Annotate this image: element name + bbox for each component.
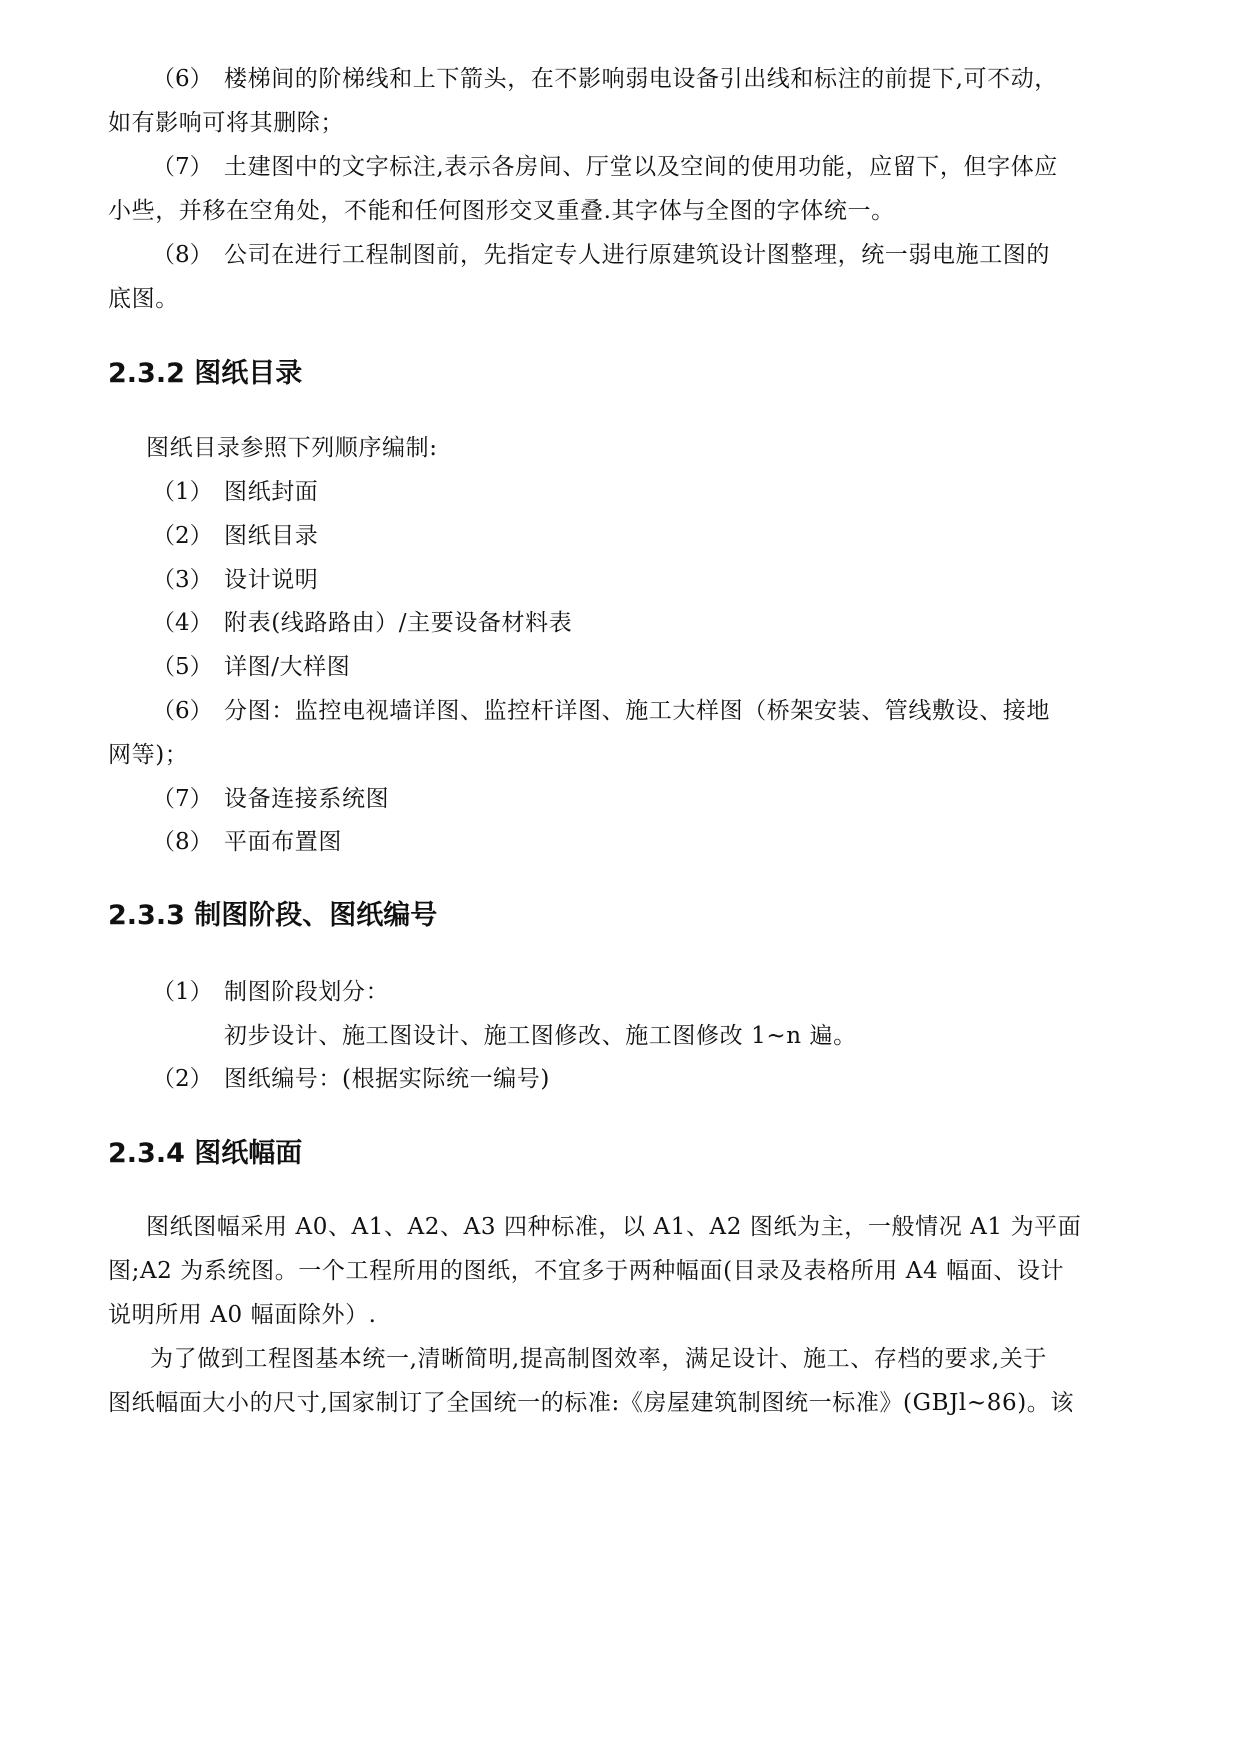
item-number: （8） — [152, 242, 213, 268]
section-intro: 图纸目录参照下列顺序编制: — [146, 435, 438, 461]
list-item: 设计说明 — [224, 567, 319, 593]
item-number: （6） — [152, 66, 213, 92]
list-item: 图纸编号：(根据实际统一编号) — [224, 1066, 550, 1092]
list-item: 详图/大样图 — [224, 654, 351, 680]
list-item-continuation: 网等)； — [108, 742, 189, 768]
list-item-number: （2） — [152, 1066, 213, 1092]
paragraph-line: 图纸幅面大小的尺寸,国家制订了全国统一的标准:《房屋建筑制图统一标准》(GBJl~86)。该 — [108, 1390, 1074, 1416]
item-text: 土建图中的文字标注,表示各房间、厅堂以及空间的使用功能，应留下，但字体应 — [224, 154, 1058, 180]
list-item-number: （4） — [152, 610, 213, 636]
item-text: 公司在进行工程制图前，先指定专人进行原建筑设计图整理，统一弱电施工图的 — [224, 242, 1050, 268]
item-number: （7） — [152, 154, 213, 180]
list-item: 设备连接系统图 — [224, 786, 390, 812]
item-text-continuation: 底图。 — [108, 286, 179, 312]
list-item: 平面布置图 — [224, 829, 342, 855]
item-text-continuation: 如有影响可将其删除； — [108, 110, 344, 136]
list-item-number: （1） — [152, 979, 213, 1005]
paragraph-line: 为了做到工程图基本统一,清晰简明,提高制图效率，满足设计、施工、存档的要求,关于 — [150, 1346, 1047, 1372]
list-item: 制图阶段划分： — [224, 979, 390, 1005]
section-heading-2-3-3: 2.3.3 制图阶段、图纸编号 — [108, 900, 438, 931]
list-item-number: （8） — [152, 829, 213, 855]
list-item-number: （7） — [152, 786, 213, 812]
section-heading-2-3-4: 2.3.4 图纸幅面 — [108, 1138, 303, 1169]
paragraph-line: 图;A2 为系统图。一个工程所用的图纸，不宜多于两种幅面(目录及表格所用 A4 幅面、设计 — [108, 1258, 1065, 1284]
list-item: 分图：监控电视墙详图、监控杆详图、施工大样图（桥架安装、管线敷设、接地 — [224, 698, 1050, 724]
paragraph-line: 说明所用 A0 幅面除外）. — [108, 1302, 377, 1328]
item-text-continuation: 小些，并移在空角处，不能和任何图形交叉重叠.其字体与全图的字体统一。 — [108, 198, 895, 224]
list-item-number: （2） — [152, 523, 213, 549]
list-item: 图纸目录 — [224, 523, 319, 549]
section-heading-2-3-2: 2.3.2 图纸目录 — [108, 358, 303, 389]
list-item-number: （5） — [152, 654, 213, 680]
list-item: 图纸封面 — [224, 479, 319, 505]
list-item: 附表(线路路由）/主要设备材料表 — [224, 610, 573, 636]
list-item-number: （3） — [152, 567, 213, 593]
paragraph-line: 图纸图幅采用 A0、A1、A2、A3 四种标准，以 A1、A2 图纸为主，一般情况 A1 为平面 — [146, 1214, 1082, 1240]
list-item-subline: 初步设计、施工图设计、施工图修改、施工图修改 1~n 遍。 — [224, 1023, 857, 1049]
item-text: 楼梯间的阶梯线和上下箭头，在不影响弱电设备引出线和标注的前提下,可不动， — [224, 66, 1058, 92]
list-item-number: （6） — [152, 698, 213, 724]
list-item-number: （1） — [152, 479, 213, 505]
